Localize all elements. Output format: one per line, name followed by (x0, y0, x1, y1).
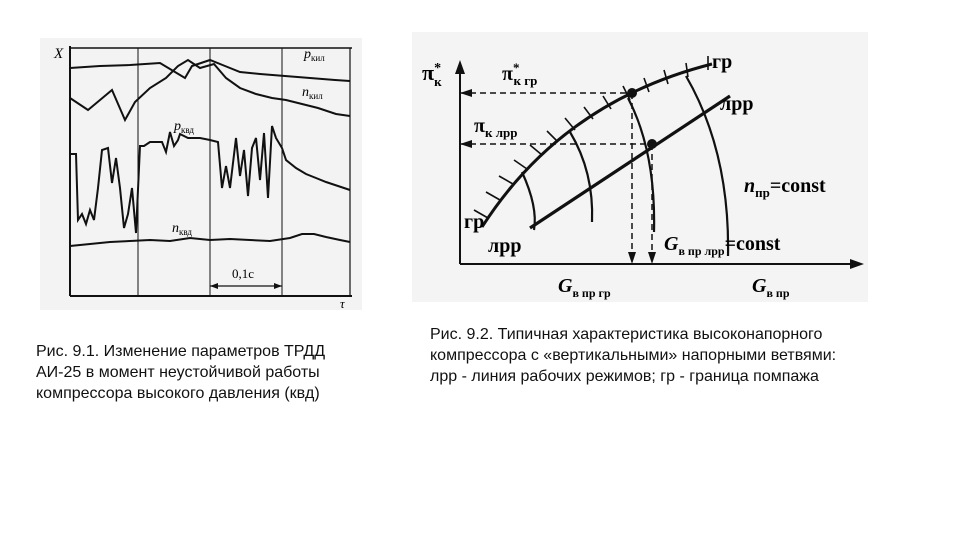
speed-line (570, 132, 592, 222)
figure-9-2-caption (430, 324, 910, 387)
label-g-lrr-const: $G_{в пр лрр}=const$ (664, 233, 781, 258)
speed-line (522, 172, 535, 230)
surge-boundary-line (482, 64, 712, 227)
arrow-left-icon (460, 140, 472, 148)
caption-line: компрессора высокого давления (квд) (36, 385, 320, 402)
axis-label-tau: τ (340, 296, 345, 310)
arrow-up-icon (455, 60, 465, 74)
label-g-gr: $G_{в пр гр}$ (558, 275, 611, 300)
x-axis-label: $G_{в пр}$ (752, 275, 790, 300)
caption-line: лрр - линия рабочих режимов; гр - граница помпажа (430, 368, 819, 385)
caption-line: Рис. 9.1. Изменение параметров ТРДД (36, 343, 326, 360)
label-pi-k-gr: π* к гр (502, 60, 538, 88)
label-lrr-left: лрр (488, 235, 522, 257)
arrow-right-icon (850, 259, 864, 269)
caption-line: Рис. 9.2. Типичная характеристика высоконапорного (430, 326, 823, 343)
caption-line: компрессора с «вертикальными» напорными ветвями: (430, 347, 837, 364)
label-pi-k-lrr: $\pi_{к лрр}$ (474, 115, 518, 140)
axis-label-x-capital: X (54, 46, 64, 62)
label-lrr-right: лрр (720, 93, 754, 115)
arrow-down-icon (648, 252, 656, 264)
figure-9-1-plot (40, 38, 362, 310)
surge-point-marker (627, 88, 637, 98)
label-n-pr-const: $n_{пр}=const$ (744, 175, 826, 200)
label-gr-top: гр (712, 51, 733, 73)
operating-line (530, 96, 730, 228)
y-axis-label: π* к (422, 60, 442, 89)
arrow-down-icon (628, 252, 636, 264)
scale-label: 0,1с (232, 266, 255, 281)
label-n-kvd: $n_{квд}$ (172, 221, 192, 237)
arrow-left-icon (210, 283, 218, 289)
label-n-kil: $n_{кил}$ (302, 85, 323, 101)
figure-9-2-compressor-characteristic (412, 32, 868, 302)
figure-9-2-plot (412, 32, 868, 302)
figure-9-1-trdd-parameters (40, 38, 362, 310)
label-gr-left: гр (464, 211, 485, 233)
operating-point-marker (647, 139, 657, 149)
figure-9-1-caption (36, 341, 376, 404)
label-p-kil: $p_{кил}$ (304, 47, 325, 63)
caption-line: АИ-25 в момент неустойчивой работы (36, 364, 320, 381)
label-p-kvd: $p_{квд}$ (174, 119, 194, 135)
arrow-right-icon (274, 283, 282, 289)
arrow-left-icon (460, 89, 472, 97)
